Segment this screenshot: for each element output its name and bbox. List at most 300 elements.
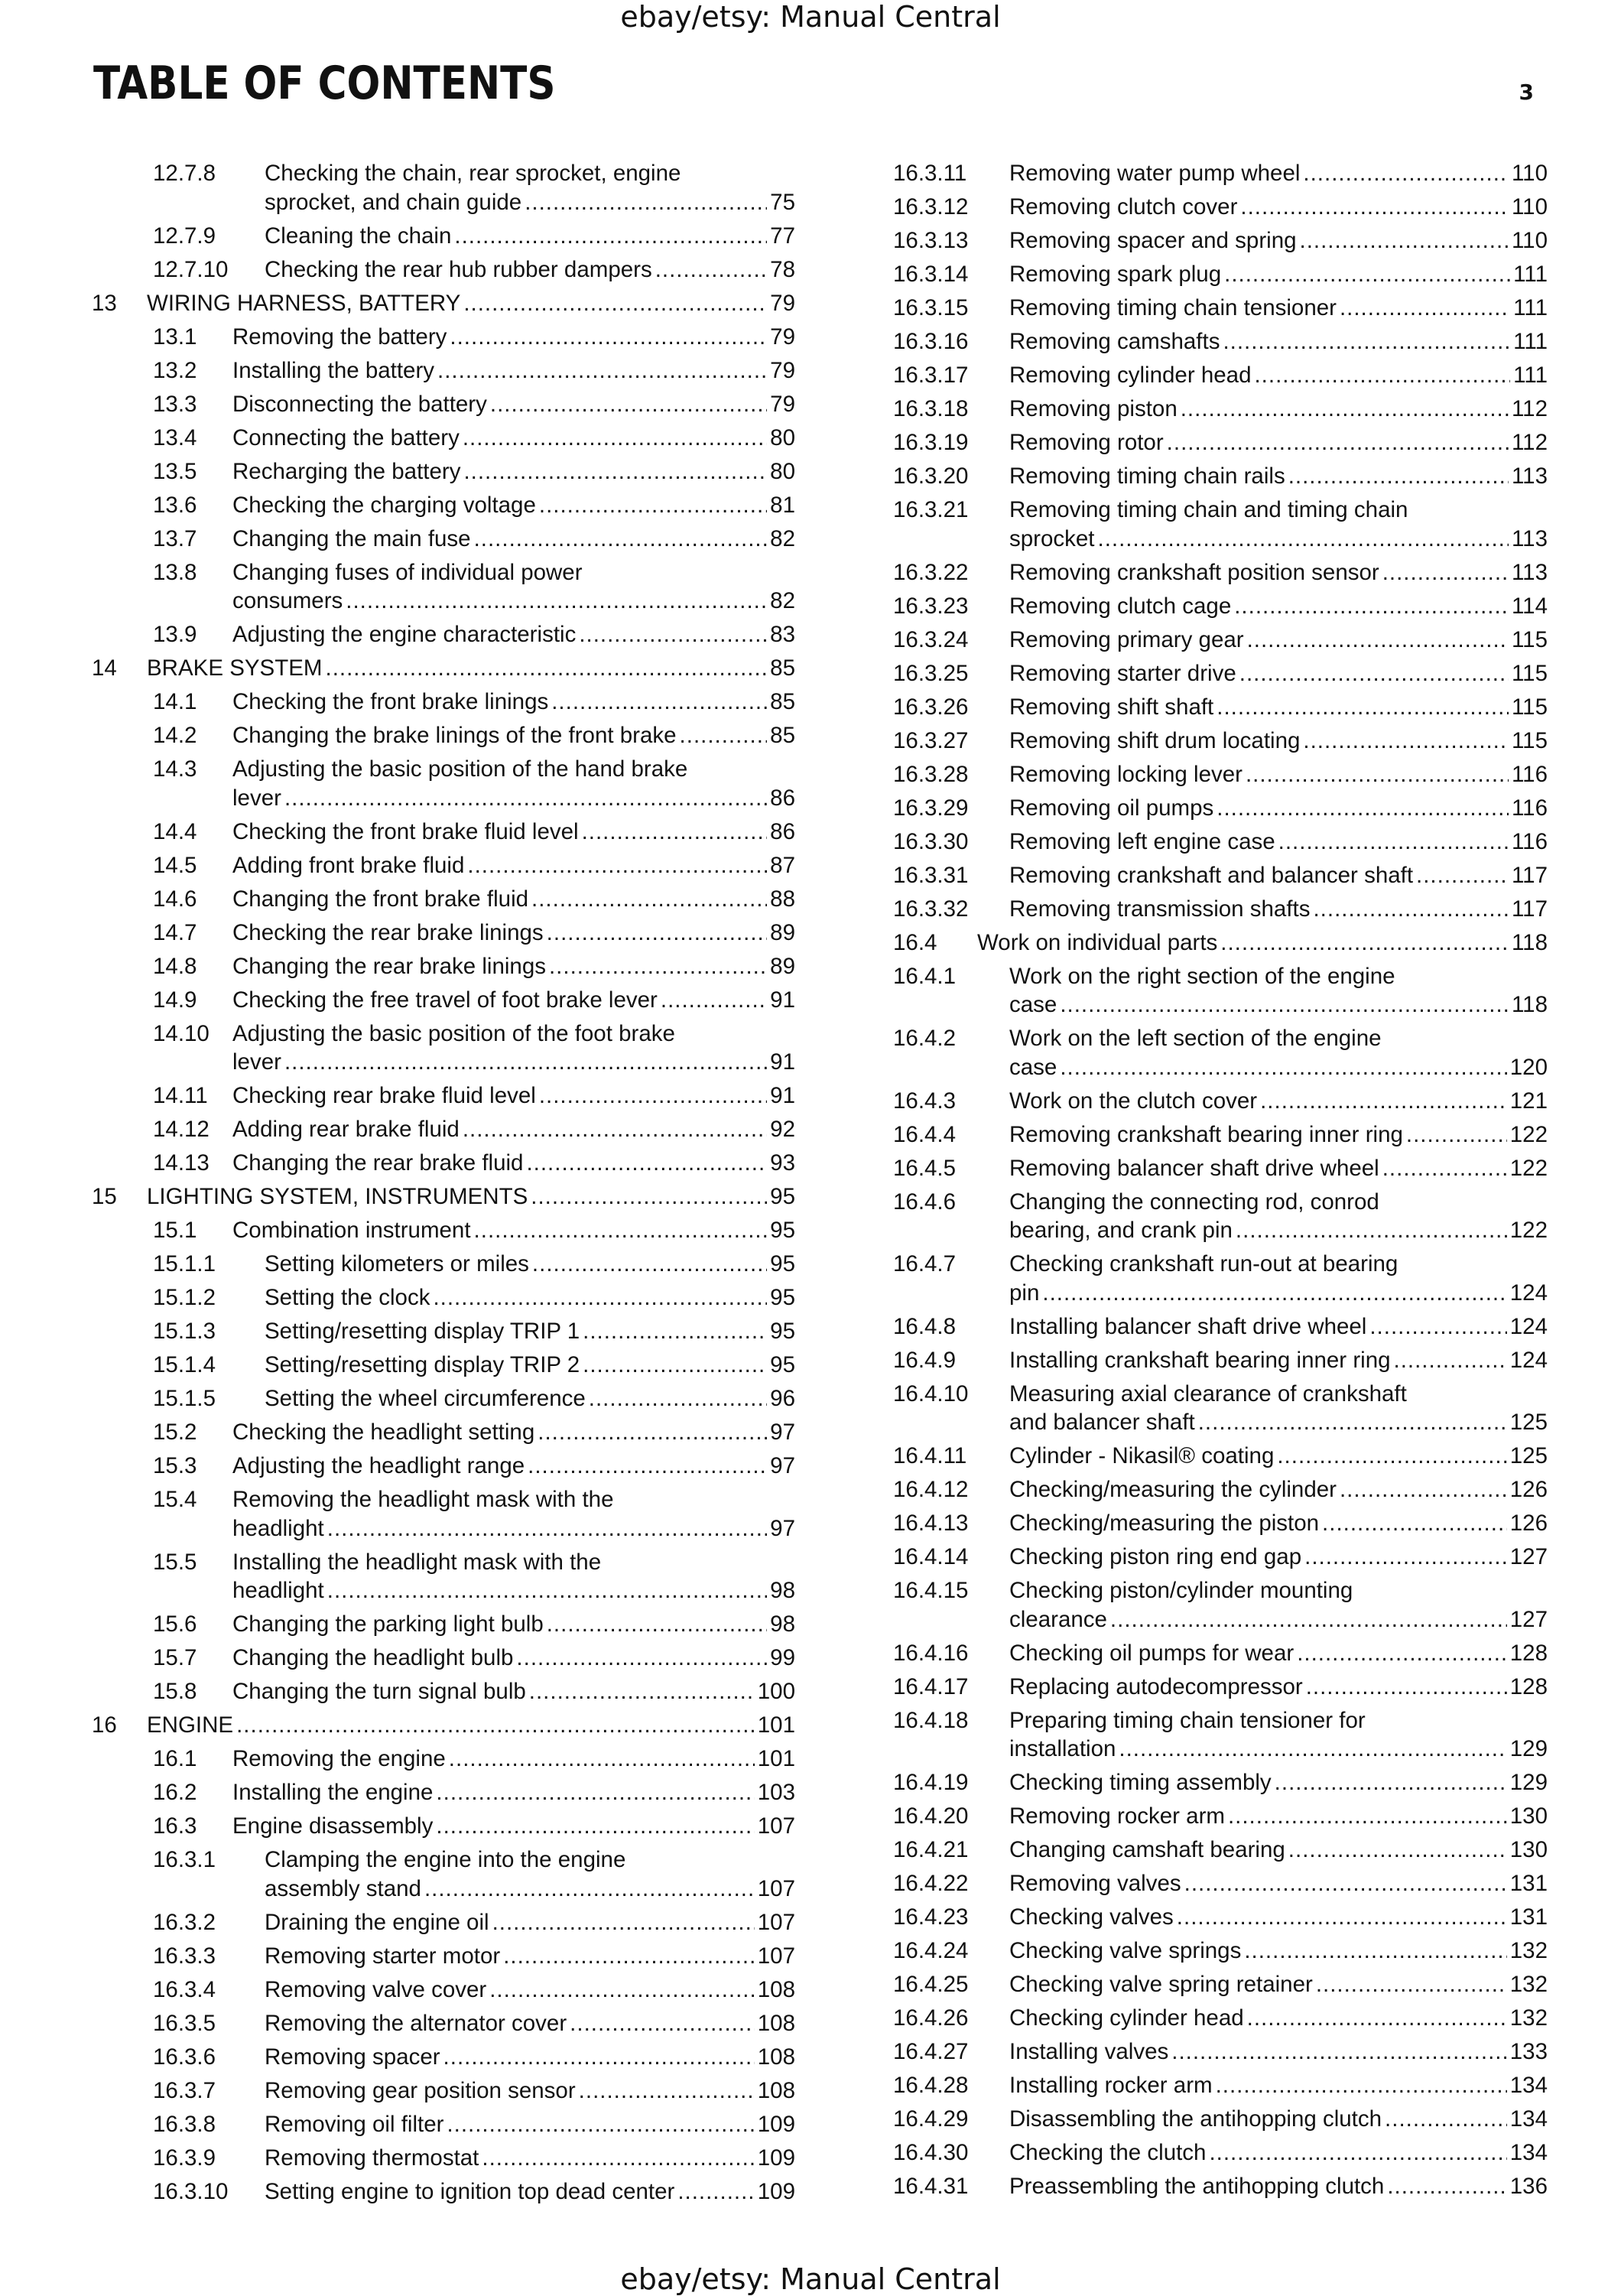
toc-entry-number: 15.1.4 [153, 1352, 216, 1377]
toc-entry[interactable] [92, 1778, 795, 1807]
toc-entry-title [232, 491, 795, 520]
toc-entry-title-line: Checking the clutch [1009, 2140, 1207, 2165]
toc-entry[interactable] [893, 327, 1548, 356]
toc-entry-page: 111 [1513, 295, 1548, 320]
toc-entry-number: 14.2 [153, 723, 197, 748]
toc-entry[interactable] [893, 861, 1548, 890]
toc-entry[interactable] [92, 159, 795, 216]
toc-entry[interactable] [92, 1020, 795, 1077]
toc-entry-number: 16.3.32 [893, 896, 969, 922]
toc-entry[interactable] [893, 1836, 1548, 1865]
toc-entry-number: 16.4.1 [893, 963, 957, 989]
toc-entry-page: 108 [757, 2077, 795, 2103]
toc-entry-title [232, 721, 795, 750]
toc-entry[interactable] [893, 226, 1548, 255]
toc-entry[interactable] [92, 818, 795, 847]
toc-leader-dots [1239, 659, 1509, 688]
toc-leader-dots [677, 2177, 754, 2207]
toc-entry-title-line: headlight [232, 1515, 324, 1541]
toc-entry-title-line: Measuring axial clearance of crankshaft [1009, 1381, 1407, 1407]
toc-entry[interactable] [893, 1120, 1548, 1150]
toc-leader-dots [1217, 693, 1509, 722]
toc-entry[interactable] [92, 1711, 795, 1740]
toc-entry[interactable] [92, 1644, 795, 1673]
toc-leader-dots [346, 587, 767, 616]
toc-entry-page: 79 [770, 357, 795, 383]
toc-entry-page: 77 [770, 223, 795, 249]
toc-entry[interactable] [893, 760, 1548, 789]
toc-entry[interactable] [893, 193, 1548, 222]
toc-entry-title [265, 2043, 795, 2072]
toc-entry[interactable] [893, 1250, 1548, 1307]
toc-entry-title-line: Disassembling the antihopping clutch [1009, 2106, 1382, 2132]
toc-entry-number: 16.4.14 [893, 1544, 969, 1569]
toc-entry[interactable] [92, 1908, 795, 1937]
toc-leader-dots [1313, 895, 1508, 924]
toc-entry[interactable] [893, 1154, 1548, 1183]
toc-entry-page: 113 [1511, 559, 1548, 585]
toc-entry-title-line: Changing the parking light bulb [232, 1611, 544, 1637]
toc-leader-dots [1340, 1475, 1507, 1504]
toc-leader-dots [454, 222, 767, 251]
toc-entry-number: 16.3.19 [893, 430, 969, 455]
toc-entry[interactable] [92, 1384, 795, 1413]
toc-entry-title-line: Removing crankshaft bearing inner ring [1009, 1121, 1403, 1147]
toc-entry[interactable] [893, 2071, 1548, 2100]
toc-entry[interactable] [92, 919, 795, 948]
toc-entry[interactable] [92, 1745, 795, 1774]
toc-entry-title [1009, 1250, 1548, 1307]
toc-entry-title [232, 1485, 795, 1543]
toc-entry[interactable] [92, 457, 795, 486]
toc-entry-page: 82 [770, 525, 795, 551]
toc-entry-number: 16.3 [153, 1813, 197, 1839]
toc-entry[interactable] [92, 2144, 795, 2173]
toc-entry-title-line: Changing the rear brake fluid [232, 1150, 524, 1176]
toc-entry[interactable] [893, 928, 1548, 958]
toc-entry-title-line: Removing cylinder head [1009, 363, 1252, 388]
toc-leader-dots [327, 1576, 767, 1605]
toc-entry-number: 16.3.6 [153, 2044, 216, 2070]
toc-entry[interactable] [92, 1942, 795, 1971]
toc-entry-number: 16.4.18 [893, 1707, 969, 1733]
toc-entry-number: 16.4.19 [893, 1770, 969, 1795]
toc-entry[interactable] [92, 1485, 795, 1543]
toc-entry-title-line: Changing fuses of individual power [232, 559, 583, 585]
toc-entry[interactable] [893, 626, 1548, 655]
toc-entry[interactable] [893, 395, 1548, 424]
toc-entry-page: 110 [1511, 194, 1548, 220]
toc-entry-title-line: Removing spacer [265, 2044, 440, 2070]
toc-leader-dots [1340, 294, 1510, 323]
toc-entry[interactable] [92, 620, 795, 649]
toc-entry-title-line: case [1009, 992, 1057, 1017]
toc-entry-title-line: assembly stand [265, 1875, 421, 1901]
toc-entry-title [1009, 2004, 1548, 2033]
toc-entry-page: 130 [1509, 1803, 1548, 1829]
toc-entry-title [1009, 395, 1548, 424]
toc-entry-title-line: Checking piston/cylinder mounting [1009, 1578, 1353, 1603]
toc-entry-title [1009, 2037, 1548, 2067]
toc-entry-title-line: Setting engine to ignition top dead center [265, 2178, 675, 2204]
toc-leader-dots [463, 1115, 767, 1144]
toc-entry-title [265, 1384, 795, 1413]
toc-entry[interactable] [92, 1317, 795, 1346]
toc-leader-dots [1303, 159, 1509, 188]
toc-entry-number: 16.3.22 [893, 559, 969, 585]
toc-entry[interactable] [92, 1149, 795, 1178]
toc-entry[interactable] [893, 1802, 1548, 1831]
toc-entry[interactable] [92, 2076, 795, 2106]
toc-entry-page: 116 [1511, 795, 1548, 821]
toc-entry[interactable] [893, 1380, 1548, 1437]
toc-leader-dots [1288, 1836, 1507, 1865]
toc-entry-title-line: and balancer shaft [1009, 1410, 1195, 1435]
toc-entry-number: 13.8 [153, 559, 197, 585]
toc-entry-title [147, 1711, 795, 1740]
toc-entry-title [265, 1283, 795, 1312]
toc-entry-number: 16.4.4 [893, 1121, 957, 1147]
toc-entry[interactable] [893, 1442, 1548, 1471]
toc-entry[interactable] [893, 260, 1548, 289]
toc-leader-dots [490, 390, 767, 419]
toc-entry[interactable] [92, 1418, 795, 1447]
toc-entry-number: 15.8 [153, 1679, 197, 1704]
toc-entry-title-line: sprocket [1009, 525, 1095, 551]
toc-entry-page: 113 [1511, 525, 1548, 551]
toc-entry[interactable] [893, 361, 1548, 390]
toc-entry[interactable] [893, 794, 1548, 823]
toc-entry[interactable] [92, 323, 795, 352]
toc-entry[interactable] [92, 721, 795, 750]
toc-entry[interactable] [893, 1475, 1548, 1504]
toc-entry-page: 79 [770, 324, 795, 350]
toc-leader-dots [1254, 361, 1510, 390]
toc-entry[interactable] [893, 1087, 1548, 1116]
toc-entry[interactable] [893, 2138, 1548, 2168]
toc-entry-title [232, 558, 795, 616]
toc-entry[interactable] [893, 1903, 1548, 1932]
toc-entry-number: 16.3.27 [893, 727, 969, 753]
toc-entry-page: 133 [1509, 2039, 1548, 2064]
toc-entry[interactable] [92, 525, 795, 554]
toc-entry-title-line: Setting kilometers or miles [265, 1251, 529, 1276]
toc-entry-page: 103 [757, 1780, 795, 1805]
toc-entry[interactable] [92, 755, 795, 812]
toc-entry-number: 14 [92, 655, 117, 681]
toc-entry-number: 16.4.16 [893, 1640, 969, 1666]
toc-entry[interactable] [92, 1351, 795, 1380]
toc-entry[interactable] [893, 2105, 1548, 2134]
toc-entry-title [232, 1644, 795, 1673]
toc-entry-number: 13.7 [153, 525, 197, 551]
toc-entry[interactable] [893, 727, 1548, 756]
toc-leader-dots [529, 1677, 755, 1706]
toc-entry-title-line: Clamping the engine into the engine [265, 1847, 626, 1872]
toc-entry-number: 16.4.11 [893, 1443, 967, 1468]
toc-entry-title-line: Removing the battery [232, 324, 447, 350]
toc-entry-title-line: Installing the engine [232, 1780, 434, 1805]
toc-entry[interactable] [92, 2009, 795, 2038]
toc-entry-number: 13.2 [153, 357, 197, 383]
toc-entry-number: 16.4.10 [893, 1381, 969, 1407]
toc-entry-title-line: Installing rocker arm [1009, 2073, 1213, 2098]
toc-entry-page: 132 [1509, 1972, 1548, 1997]
toc-entry-title-line: Checking/measuring the piston [1009, 1511, 1320, 1536]
toc-entry-title [232, 1610, 795, 1639]
toc-entry[interactable] [92, 289, 795, 318]
toc-entry[interactable] [92, 1610, 795, 1639]
toc-entry[interactable] [92, 1677, 795, 1706]
toc-entry-number: 16 [92, 1712, 117, 1738]
toc-entry-page: 92 [770, 1117, 795, 1142]
toc-leader-dots [1416, 861, 1509, 890]
toc-entry-number: 16.3.26 [893, 694, 969, 720]
toc-entry-page: 122 [1509, 1218, 1548, 1243]
toc-entry-title [232, 688, 795, 717]
toc-entry-page: 128 [1509, 1640, 1548, 1666]
toc-entry[interactable] [92, 1548, 795, 1605]
toc-entry[interactable] [893, 693, 1548, 722]
toc-entry-title-line: Engine disassembly [232, 1813, 434, 1839]
toc-entry-title [265, 222, 795, 251]
toc-entry[interactable] [893, 558, 1548, 587]
toc-entry[interactable] [893, 428, 1548, 457]
toc-entry-page: 134 [1509, 2106, 1548, 2132]
toc-entry-title-line: Removing shift shaft [1009, 694, 1214, 720]
toc-entry-title-line: Work on the left section of the engine [1009, 1026, 1382, 1051]
toc-entry-title [232, 1418, 795, 1447]
toc-leader-dots [583, 1317, 767, 1346]
toc-leader-dots [1288, 462, 1509, 491]
toc-entry[interactable] [92, 1250, 795, 1279]
toc-entry-number: 16.3.16 [893, 329, 969, 354]
toc-entry-page: 110 [1511, 228, 1548, 253]
toc-entry-title-line: Checking the chain, rear sprocket, engine [265, 161, 681, 186]
watermark-bottom: ebay/etsy: Manual Central [620, 2262, 1001, 2296]
toc-entry[interactable] [92, 1812, 795, 1841]
toc-entry-title [1009, 193, 1548, 222]
toc-entry[interactable] [92, 1182, 795, 1211]
toc-leader-dots [1119, 1735, 1506, 1764]
toc-entry-title-line: Preassembling the antihopping clutch [1009, 2174, 1385, 2199]
toc-entry[interactable] [92, 222, 795, 251]
toc-entry-title [1009, 496, 1548, 553]
toc-leader-dots [532, 1250, 767, 1279]
toc-entry-title [232, 1548, 795, 1605]
toc-entry-page: 122 [1509, 1155, 1548, 1181]
toc-leader-dots [1260, 1087, 1507, 1116]
toc-entry[interactable] [92, 1081, 795, 1111]
toc-entry-number: 13.6 [153, 492, 197, 518]
toc-entry[interactable] [893, 895, 1548, 924]
toc-leader-dots [1316, 1970, 1507, 1999]
toc-entry[interactable] [893, 1970, 1548, 1999]
toc-entry-title-line: Removing the alternator cover [265, 2010, 567, 2036]
toc-entry-number: 15.7 [153, 1645, 197, 1670]
toc-entry-title [1009, 794, 1548, 823]
toc-entry[interactable] [893, 496, 1548, 553]
page-title: TABLE OF CONTENTS [93, 57, 556, 110]
toc-entry[interactable] [92, 1283, 795, 1312]
toc-entry[interactable] [893, 828, 1548, 857]
toc-entry-page: 114 [1511, 593, 1548, 619]
toc-entry-number: 16.2 [153, 1780, 197, 1805]
toc-entry[interactable] [92, 390, 795, 419]
toc-entry[interactable] [893, 1937, 1548, 1966]
toc-entry-title-line: Cylinder - Nikasil® coating [1009, 1443, 1275, 1468]
toc-leader-dots [1223, 327, 1510, 356]
toc-entry-number: 16.3.9 [153, 2145, 216, 2171]
toc-entry-number: 16.3.2 [153, 1909, 216, 1935]
toc-entry-number: 16.4.13 [893, 1511, 969, 1536]
toc-entry-number: 16.4.31 [893, 2174, 969, 2199]
toc-entry-number: 16.4.26 [893, 2005, 969, 2031]
toc-entry[interactable] [92, 688, 795, 717]
toc-leader-dots [531, 885, 767, 914]
toc-entry[interactable] [92, 2043, 795, 2072]
toc-leader-dots [1385, 2105, 1507, 2134]
toc-entry[interactable] [893, 962, 1548, 1020]
toc-entry[interactable] [92, 491, 795, 520]
toc-leader-dots [551, 688, 767, 717]
toc-entry[interactable] [92, 986, 795, 1015]
toc-leader-dots [539, 1081, 767, 1111]
toc-entry[interactable] [92, 1846, 795, 1903]
toc-entry-title [1009, 260, 1548, 289]
toc-entry-page: 121 [1509, 1088, 1548, 1114]
toc-entry-title-line: Removing the headlight mask with the [232, 1487, 614, 1512]
toc-entry-number: 16.4.23 [893, 1904, 969, 1930]
toc-entry-title [1009, 428, 1548, 457]
toc-leader-dots [1387, 2172, 1506, 2201]
toc-entry[interactable] [893, 1346, 1548, 1375]
toc-entry-title-line: Checking the free travel of foot brake lever [232, 987, 658, 1013]
toc-entry[interactable] [893, 1509, 1548, 1538]
toc-entry[interactable] [893, 1188, 1548, 1245]
toc-entry-number: 15.1.2 [153, 1285, 216, 1310]
toc-entry[interactable] [893, 159, 1548, 188]
toc-entry[interactable] [92, 952, 795, 981]
toc-entry-title [1009, 1312, 1548, 1342]
toc-entry[interactable] [893, 592, 1548, 621]
toc-entry-title [1009, 693, 1548, 722]
toc-entry[interactable] [893, 2037, 1548, 2067]
toc-entry[interactable] [893, 294, 1548, 323]
toc-entry[interactable] [92, 2110, 795, 2139]
toc-entry-title [232, 1081, 795, 1111]
toc-entry-title-line: Installing the battery [232, 357, 435, 383]
toc-entry[interactable] [893, 462, 1548, 491]
toc-entry-title [1009, 626, 1548, 655]
toc-entry[interactable] [92, 654, 795, 683]
toc-entry[interactable] [893, 1706, 1548, 1764]
toc-leader-dots [1322, 1509, 1507, 1538]
toc-entry-title-line: Checking rear brake fluid level [232, 1083, 536, 1108]
toc-entry-title [232, 885, 795, 914]
toc-entry-page: 107 [757, 1813, 795, 1839]
toc-entry-number: 15.6 [153, 1611, 197, 1637]
toc-entry-title-line: Setting/resetting display TRIP 1 [265, 1319, 580, 1344]
toc-entry-page: 132 [1509, 1938, 1548, 1963]
toc-right-column [893, 159, 1548, 2206]
toc-entry-title [1009, 760, 1548, 789]
toc-left-column [92, 159, 795, 2211]
toc-entry-title-line: Removing starter motor [265, 1943, 501, 1969]
toc-entry-number: 14.3 [153, 756, 197, 782]
toc-leader-dots [474, 525, 768, 554]
toc-entry-page: 82 [770, 588, 795, 613]
toc-entry-title [1009, 1346, 1548, 1375]
toc-entry[interactable] [893, 1576, 1548, 1634]
toc-entry[interactable] [893, 1869, 1548, 1898]
toc-entry[interactable] [92, 1976, 795, 2005]
toc-entry-number: 16.3.29 [893, 795, 969, 821]
toc-entry[interactable] [92, 1452, 795, 1481]
toc-entry[interactable] [92, 558, 795, 616]
toc-entry-number: 16.3.17 [893, 363, 969, 388]
toc-entry-title [1009, 1639, 1548, 1668]
toc-entry-page: 124 [1509, 1313, 1548, 1339]
toc-entry-number: 13.9 [153, 622, 197, 647]
toc-entry-number: 16.4.21 [893, 1837, 969, 1862]
toc-leader-dots [579, 2076, 755, 2106]
toc-entry[interactable] [893, 2004, 1548, 2033]
toc-entry-title-line: case [1009, 1054, 1057, 1080]
toc-entry[interactable] [92, 356, 795, 385]
toc-entry-title-line: Cleaning the chain [265, 223, 452, 249]
toc-entry-number: 16.4.28 [893, 2073, 969, 2098]
toc-entry[interactable] [893, 1673, 1548, 1702]
toc-leader-dots [436, 1778, 754, 1807]
watermark-top: ebay/etsy: Manual Central [620, 0, 1001, 34]
toc-entry[interactable] [893, 659, 1548, 688]
toc-leader-dots [1297, 1639, 1507, 1668]
toc-entry[interactable] [92, 1115, 795, 1144]
toc-entry-number: 16.4.15 [893, 1578, 969, 1603]
toc-entry-title [265, 2009, 795, 2038]
toc-entry[interactable] [893, 1639, 1548, 1668]
toc-entry[interactable] [92, 885, 795, 914]
toc-entry[interactable] [893, 1024, 1548, 1081]
toc-entry-title-line: Removing camshafts [1009, 329, 1220, 354]
toc-entry[interactable] [92, 851, 795, 880]
toc-entry-title [232, 952, 795, 981]
toc-entry-title-line: Installing balancer shaft drive wheel [1009, 1313, 1367, 1339]
toc-entry-number: 16.4.30 [893, 2140, 969, 2165]
toc-entry[interactable] [92, 2177, 795, 2207]
toc-entry-title-line: Removing rotor [1009, 430, 1164, 455]
toc-entry-number: 15.4 [153, 1487, 197, 1512]
toc-entry[interactable] [92, 424, 795, 453]
toc-entry-title-line: Checking valves [1009, 1904, 1174, 1930]
toc-entry-title [232, 755, 795, 812]
toc-entry[interactable] [893, 2172, 1548, 2201]
toc-entry-page: 85 [770, 689, 795, 714]
toc-leader-dots [463, 457, 767, 486]
toc-entry-title-line: lever [232, 1049, 281, 1075]
toc-entry-title [1009, 327, 1548, 356]
toc-entry-title-line: Changing the turn signal bulb [232, 1679, 526, 1704]
toc-entry[interactable] [92, 255, 795, 285]
toc-entry[interactable] [92, 1216, 795, 1245]
toc-entry-title [232, 1149, 795, 1178]
toc-entry-title-line: WIRING HARNESS, BATTERY [147, 290, 461, 316]
toc-entry[interactable] [893, 1543, 1548, 1572]
toc-entry[interactable] [893, 1768, 1548, 1797]
toc-entry[interactable] [893, 1312, 1548, 1342]
toc-entry-title-line: Removing timing chain tensioner [1009, 295, 1337, 320]
